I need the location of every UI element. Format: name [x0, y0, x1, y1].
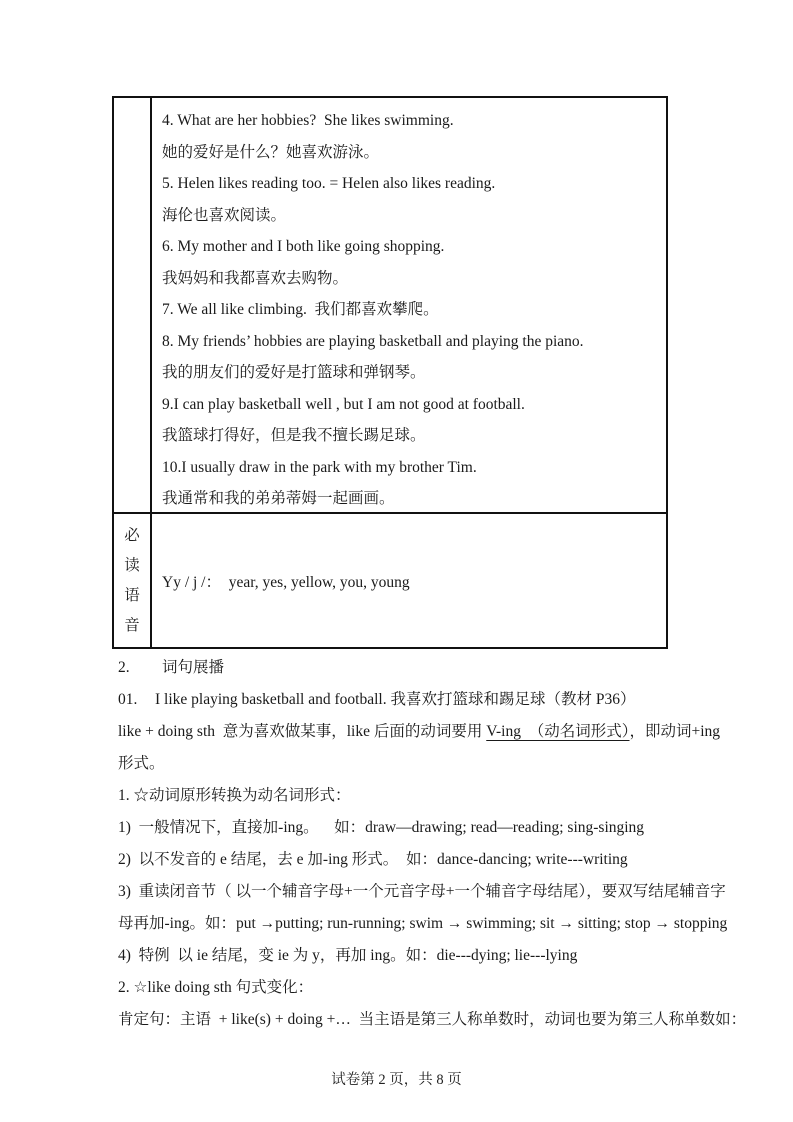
phonics-row-label: [114, 514, 152, 647]
rule-line: 4) 特例 以 ie 结尾，变 ie 为 y，再加 ing。如：die---dying; lie---lying: [118, 947, 578, 964]
item-text: I like playing basketball and football. 我喜欢打篮球和踢足球（教材 P36）: [155, 691, 636, 708]
phonics-line: Yy / j /： year, yes, yellow, you, young: [162, 573, 410, 591]
rule1-heading: 1. ☆动词原形转换为动名词形式：: [118, 787, 351, 804]
rule-line: 母再加-ing。如：put →putting; run-running; swim → swimming; sit → sitting; stop → stopping: [118, 915, 728, 932]
sentence-line: 她的爱好是什么？她喜欢游泳。: [162, 143, 380, 161]
phonics-label-char: 音: [124, 616, 140, 634]
sentence-line: 海伦也喜欢阅读。: [162, 206, 287, 224]
rule-line: 1) 一般情况下，直接加-ing。 如：draw—drawing; read—reading; sing-singing: [118, 819, 645, 836]
exam-table: [112, 96, 668, 649]
like-rule-line: [118, 716, 766, 748]
grammar-notes: [118, 652, 766, 1036]
sentence-line: 5. Helen likes reading too. = Helen also likes reading.: [162, 175, 496, 192]
like-rule-underlined: V-ing （动名词形式）: [486, 723, 630, 740]
like-rule-suffix: ，即动词+ing: [629, 723, 721, 740]
sentence-line: 我妈妈和我都喜欢去购物。: [162, 269, 349, 287]
section-title: 词句展播: [162, 659, 225, 676]
sentence-line: 9.I can play basketball well , but I am not good at football.: [162, 395, 525, 413]
page-footer: 试卷第 2 页，共 8 页: [331, 1072, 462, 1088]
sentence-line: 我通常和我的弟弟蒂姆一起画画。: [162, 490, 395, 507]
sentence-line: 6. My mother and I both like going shopping.: [162, 238, 445, 255]
sentence-list-cell: [152, 98, 666, 512]
phonics-content-cell: [152, 514, 666, 647]
sentence-line: 我的朋友们的爱好是打篮球和弹钢琴。: [162, 364, 426, 381]
sentence-line: 我篮球打得好，但是我不擅长踢足球。: [162, 427, 426, 444]
phonics-label-char: 必: [124, 526, 140, 544]
rule-line: 2) 以不发音的 e 结尾，去 e 加-ing 形式。 如：dance-dancing; write---writing: [118, 851, 628, 868]
rule2-heading: 2. ☆like doing sth 句式变化：: [118, 979, 314, 996]
rule-line: 3) 重读闭音节（ 以一个辅音字母+一个元音字母+一个辅音字母结尾），要双写结尾辅音字: [118, 883, 726, 900]
section-heading: [118, 652, 766, 684]
phonics-label-char: 语: [124, 586, 140, 604]
table-row-label-empty: [114, 98, 152, 512]
table-row: [114, 98, 666, 514]
grammar-item-heading: [118, 684, 766, 716]
phonics-label-char: 读: [124, 556, 140, 574]
sentence-line: 10.I usually draw in the park with my brother Tim.: [162, 458, 477, 476]
item-number: 01.: [118, 691, 138, 708]
sentence-line: 4. What are her hobbies? She likes swimming.: [162, 112, 454, 129]
like-rule-prefix: like + doing sth 意为喜欢做某事，like 后面的动词要用: [118, 723, 487, 740]
sentence-line: 7. We all like climbing. 我们都喜欢攀爬。: [162, 301, 439, 318]
table-row-phonics: [114, 514, 666, 647]
like-rule-continuation: 形式。: [118, 755, 165, 772]
affirmative-pattern-line: 肯定句：主语 + like(s) + doing +… 当主语是第三人称单数时，动词也要为第三人称单数如：: [118, 1011, 747, 1028]
section-number: 2.: [118, 659, 130, 676]
sentence-line: 8. My friends’ hobbies are playing basketball and playing the piano.: [162, 332, 584, 350]
